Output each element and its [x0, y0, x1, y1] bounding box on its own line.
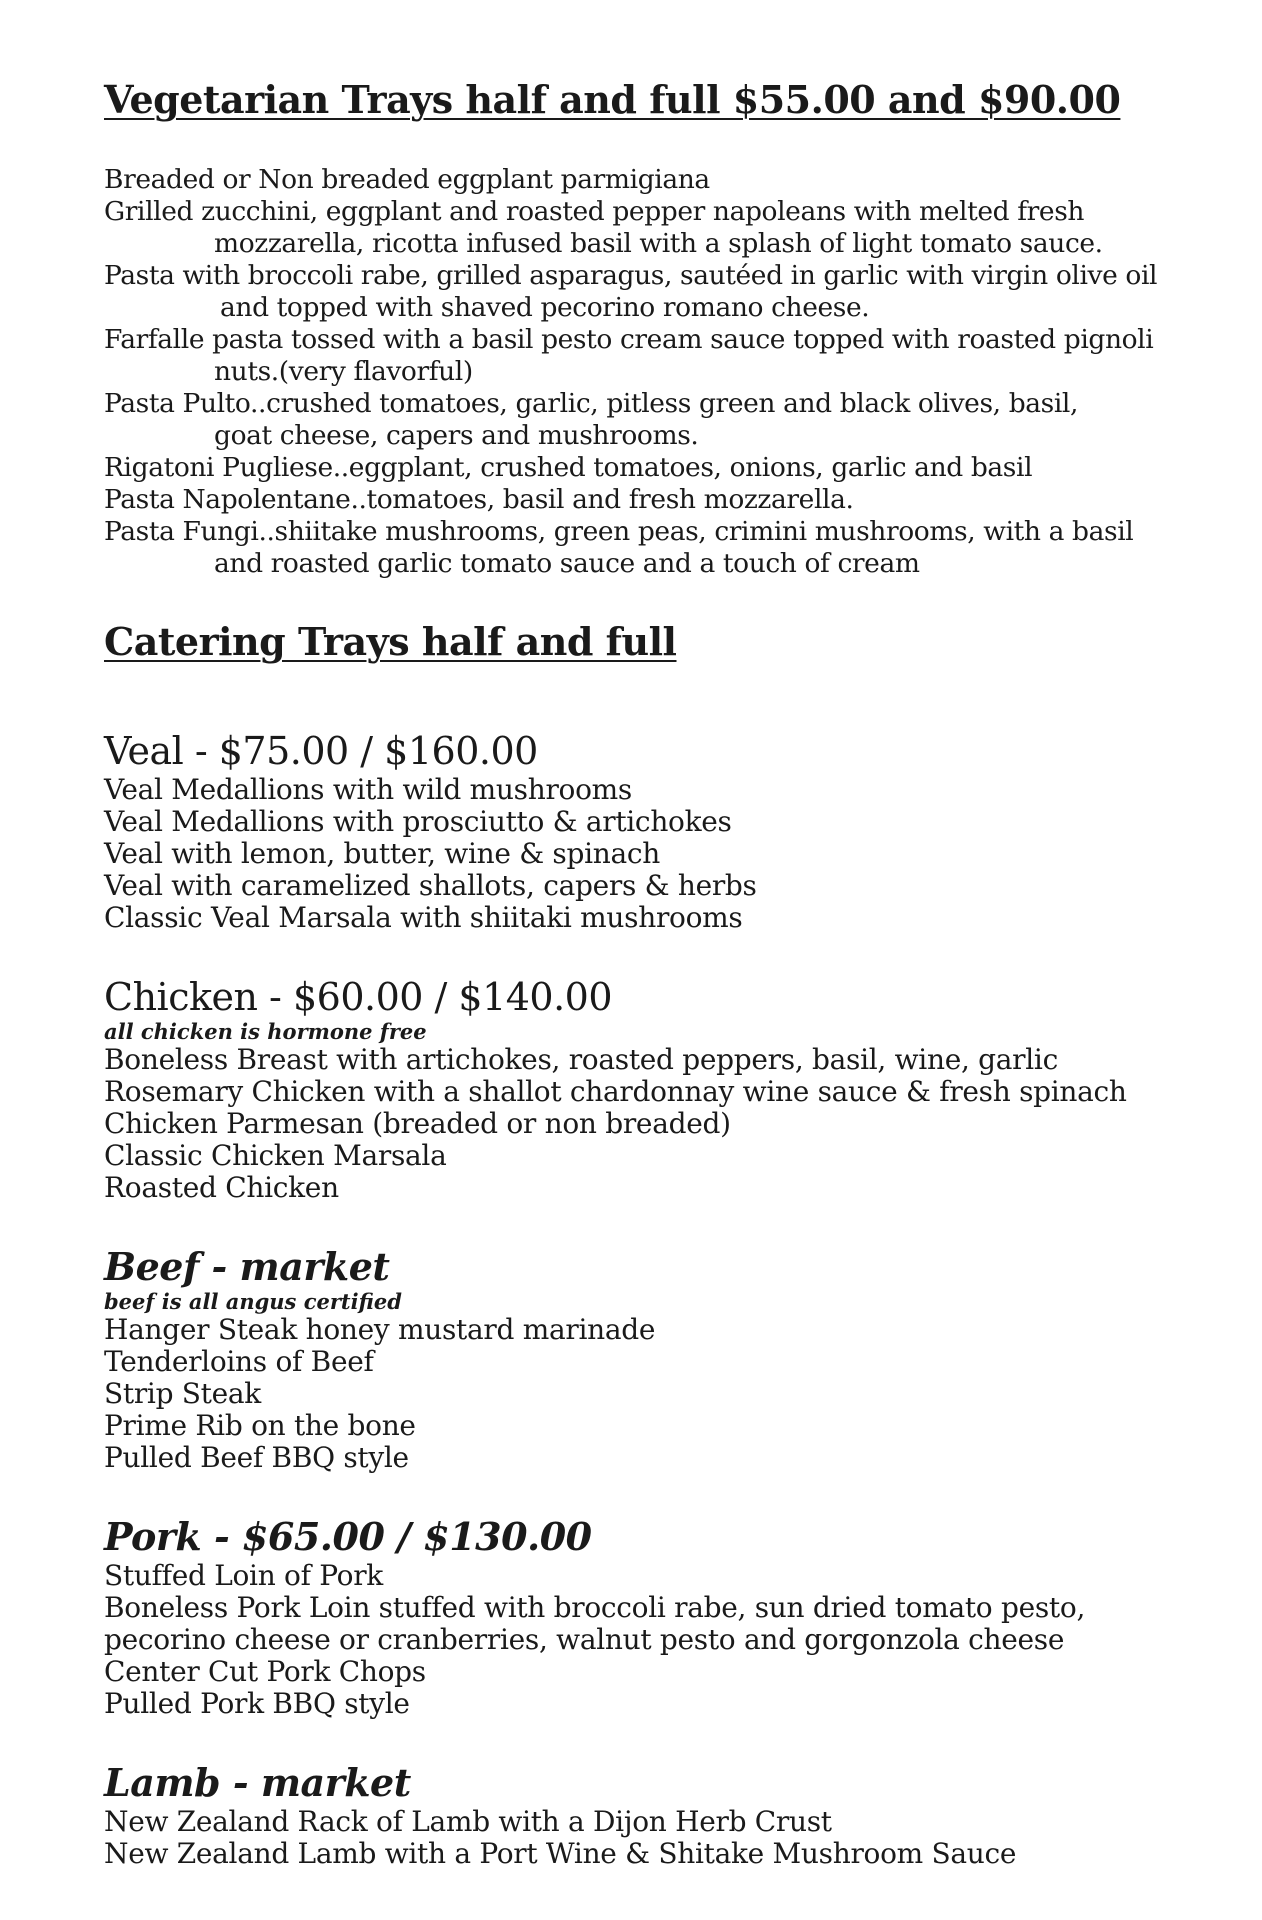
list-item: Pasta Napolentane..tomatoes, basil and fresh mozzarella.: [104, 484, 854, 515]
list-item: Veal with lemon, butter, wine & spinach: [104, 837, 661, 870]
beef-note: beef is all angus certified: [104, 1289, 402, 1314]
list-item: Strip Steak: [104, 1377, 261, 1410]
list-item: pecorino cheese or cranberries, walnut pesto and gorgonzola cheese: [104, 1623, 1065, 1656]
list-item: Breaded or Non breaded eggplant parmigiana: [104, 164, 710, 195]
list-item: Veal with caramelized shallots, capers & herbs: [104, 869, 757, 902]
pork-section: [104, 1514, 1192, 1720]
veal-title: Veal - $75.00 / $160.00: [104, 729, 538, 773]
list-item: Grilled zucchini, eggplant and roasted pepper napoleans with melted fresh mozzarella, ricotta infused basil with a splash of light tomato sauce.: [104, 196, 1103, 259]
list-item: Pulled Pork BBQ style: [104, 1687, 410, 1720]
chicken-title: Chicken - $60.00 / $140.00: [104, 975, 613, 1019]
list-item: New Zealand Lamb with a Port Wine & Shitake Mushroom Sauce: [104, 1837, 1017, 1870]
list-item: Pulled Beef BBQ style: [104, 1441, 409, 1474]
beef-section: [104, 1244, 1192, 1474]
list-item: Rigatoni Pugliese..eggplant, crushed tomatoes, onions, garlic and basil: [104, 452, 1033, 483]
list-item: Boneless Breast with artichokes, roasted peppers, basil, wine, garlic: [104, 1043, 1058, 1076]
list-item: New Zealand Rack of Lamb with a Dijon Herb Crust: [104, 1805, 832, 1838]
list-item: Chicken Parmesan (breaded or non breaded): [104, 1107, 731, 1140]
vegetarian-heading: Vegetarian Trays half and full $55.00 and $90.00: [104, 77, 1121, 122]
beef-title: Beef - market: [104, 1244, 390, 1289]
list-item: Veal Medallions with wild mushrooms: [104, 773, 632, 806]
pork-title: Pork - $65.00 / $130.00: [104, 1514, 592, 1559]
list-item: Classic Chicken Marsala: [104, 1139, 447, 1172]
list-item: Boneless Pork Loin stuffed with broccoli rabe, sun dried tomato pesto,: [104, 1591, 1086, 1624]
list-item: Center Cut Pork Chops: [104, 1655, 426, 1688]
veal-section: [104, 728, 1192, 934]
list-item: Pasta Pulto..crushed tomatoes, garlic, pitless green and black olives, basil, goat cheese, capers and mushrooms.: [104, 388, 1079, 451]
lamb-section: [104, 1760, 1192, 1870]
list-item: Hanger Steak honey mustard marinade: [104, 1313, 656, 1346]
list-item: Rosemary Chicken with a shallot chardonnay wine sauce & fresh spinach: [104, 1075, 1127, 1108]
list-item: Veal Medallions with prosciutto & artichokes: [104, 805, 732, 838]
list-item: Roasted Chicken: [104, 1171, 339, 1204]
chicken-note: all chicken is hormone free: [104, 1019, 427, 1044]
list-item: Farfalle pasta tossed with a basil pesto cream sauce topped with roasted pignoli nuts.(very flavorful): [104, 324, 1154, 387]
list-item: Pasta Fungi..shiitake mushrooms, green peas, crimini mushrooms, with a basil and roasted garlic tomato sauce and a touch of cream: [104, 516, 1134, 579]
catering-heading: Catering Trays half and full: [104, 619, 677, 664]
chicken-section: [104, 974, 1192, 1204]
list-item: Classic Veal Marsala with shiitaki mushrooms: [104, 901, 743, 934]
lamb-title: Lamb - market: [104, 1760, 411, 1805]
vegetarian-list: [104, 164, 1192, 580]
list-item: Tenderloins of Beef: [104, 1345, 374, 1378]
list-item: Prime Rib on the bone: [104, 1409, 416, 1442]
list-item: Pasta with broccoli rabe, grilled asparagus, sautéed in garlic with virgin olive oil and topped with shaved pecorino romano cheese.: [104, 260, 1158, 323]
list-item: Stuffed Loin of Pork: [104, 1559, 383, 1592]
